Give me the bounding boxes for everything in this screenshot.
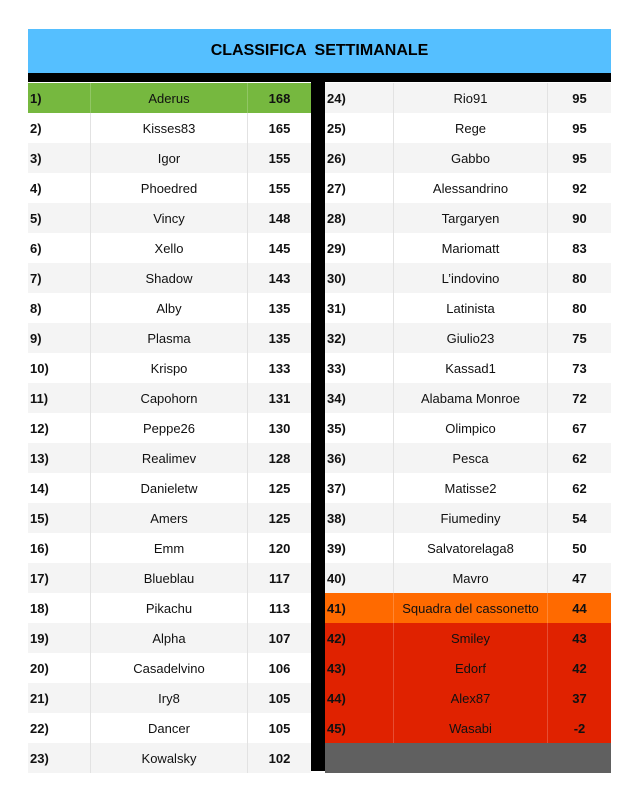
table-row <box>28 83 311 113</box>
team-rank: 43) <box>325 653 394 683</box>
table-row <box>325 233 611 263</box>
team-name: Shadow <box>91 263 248 293</box>
team-name: Kowalsky <box>91 743 248 773</box>
team-name: Alex87 <box>394 683 548 713</box>
table-row <box>28 473 311 503</box>
team-rank: 13) <box>28 443 91 473</box>
team-score: 37 <box>572 690 587 706</box>
team-name: Pikachu <box>91 593 248 623</box>
table-row <box>28 113 311 143</box>
team-name: Danieletw <box>91 473 248 503</box>
team-rank: 23) <box>28 743 91 773</box>
team-rank: 28) <box>325 203 394 233</box>
table-row <box>325 683 611 713</box>
team-name: Amers <box>91 503 248 533</box>
team-name: Alabama Monroe <box>394 383 548 413</box>
team-name: Blueblau <box>91 563 248 593</box>
team-score: 125 <box>268 510 291 526</box>
team-rank: 31) <box>325 293 394 323</box>
table-row <box>28 173 311 203</box>
team-score: 128 <box>268 450 291 466</box>
table-row <box>325 533 611 563</box>
table-row <box>325 383 611 413</box>
team-name: Pesca <box>394 443 548 473</box>
table-row <box>325 353 611 383</box>
team-name: Emm <box>91 533 248 563</box>
team-score: 44 <box>572 600 587 616</box>
team-score: 113 <box>269 600 290 616</box>
table-row <box>28 713 311 743</box>
team-rank: 10) <box>28 353 91 383</box>
table-row <box>325 293 611 323</box>
team-rank: 3) <box>28 143 91 173</box>
team-score: 155 <box>268 180 291 196</box>
table-row <box>28 623 311 653</box>
team-rank: 40) <box>325 563 394 593</box>
team-score: 73 <box>572 360 587 376</box>
empty-row <box>325 743 611 773</box>
table-row <box>28 383 311 413</box>
table-row <box>325 173 611 203</box>
team-name: Vincy <box>91 203 248 233</box>
team-score: -2 <box>573 720 586 736</box>
table-row <box>28 653 311 683</box>
team-score: 42 <box>572 660 587 676</box>
team-name: Matisse2 <box>394 473 548 503</box>
team-rank: 19) <box>28 623 91 653</box>
team-rank: 45) <box>325 713 394 743</box>
team-score: 131 <box>268 390 291 406</box>
header-divider <box>28 73 611 82</box>
team-name: Squadra del cassonetto <box>394 593 548 623</box>
team-rank: 34) <box>325 383 394 413</box>
team-score: 106 <box>268 660 291 676</box>
team-rank: 24) <box>325 83 394 113</box>
table-row <box>325 713 611 743</box>
team-rank: 33) <box>325 353 394 383</box>
team-rank: 20) <box>28 653 91 683</box>
team-rank: 14) <box>28 473 91 503</box>
team-name: Rio91 <box>394 83 548 113</box>
team-rank: 22) <box>28 713 91 743</box>
team-rank: 37) <box>325 473 394 503</box>
team-rank: 30) <box>325 263 394 293</box>
page-title: CLASSIFICA SETTIMANALE <box>28 29 611 73</box>
table-row <box>325 443 611 473</box>
team-name: Smiley <box>394 623 548 653</box>
team-score: 148 <box>268 210 291 226</box>
team-rank: 2) <box>28 113 91 143</box>
team-rank: 6) <box>28 233 91 263</box>
team-name: Olimpico <box>394 413 548 443</box>
team-rank: 29) <box>325 233 394 263</box>
team-rank: 36) <box>325 443 394 473</box>
team-score: 90 <box>572 210 587 226</box>
team-name: Rege <box>394 113 548 143</box>
table-row <box>28 683 311 713</box>
team-score: 80 <box>572 270 587 286</box>
team-name: Alpha <box>91 623 248 653</box>
table-row <box>325 203 611 233</box>
team-rank: 42) <box>325 623 394 653</box>
table-row <box>28 143 311 173</box>
table-row <box>28 323 311 353</box>
team-name: Alby <box>91 293 248 323</box>
team-score: 47 <box>572 570 587 586</box>
team-name: Capohorn <box>91 383 248 413</box>
team-name: Wasabi <box>394 713 548 743</box>
team-rank: 15) <box>28 503 91 533</box>
table-row <box>28 203 311 233</box>
team-rank: 5) <box>28 203 91 233</box>
team-name: Gabbo <box>394 143 548 173</box>
team-score: 54 <box>572 510 587 526</box>
team-score: 143 <box>268 270 291 286</box>
column-divider <box>311 82 325 771</box>
team-score: 95 <box>572 90 587 106</box>
team-name: Giulio23 <box>394 323 548 353</box>
table-row <box>325 83 611 113</box>
team-name: Peppe26 <box>91 413 248 443</box>
table-row <box>325 413 611 443</box>
team-score: 62 <box>572 480 587 496</box>
team-name: Salvatorelaga8 <box>394 533 548 563</box>
team-score: 95 <box>572 120 587 136</box>
team-score: 80 <box>572 300 587 316</box>
table-row <box>325 323 611 353</box>
team-name: Krispo <box>91 353 248 383</box>
team-name: Kassad1 <box>394 353 548 383</box>
team-rank: 11) <box>28 383 91 413</box>
team-score: 95 <box>572 150 587 166</box>
team-rank: 41) <box>325 593 394 623</box>
standings-table-right <box>325 83 611 773</box>
table-row <box>28 563 311 593</box>
team-score: 120 <box>268 540 291 556</box>
team-rank: 25) <box>325 113 394 143</box>
team-name: Dancer <box>91 713 248 743</box>
team-score: 43 <box>572 630 587 646</box>
team-rank: 38) <box>325 503 394 533</box>
table-row <box>28 503 311 533</box>
team-score: 67 <box>572 420 587 436</box>
team-rank: 18) <box>28 593 91 623</box>
table-row <box>325 593 611 623</box>
team-score: 92 <box>572 180 587 196</box>
team-score: 135 <box>268 300 291 316</box>
team-score: 50 <box>572 540 587 556</box>
team-name: Alessandrino <box>394 173 548 203</box>
team-score: 83 <box>572 240 587 256</box>
table-row <box>325 113 611 143</box>
team-score: 75 <box>572 330 587 346</box>
team-rank: 27) <box>325 173 394 203</box>
team-score: 117 <box>269 570 290 586</box>
team-score: 62 <box>572 450 587 466</box>
table-row <box>325 473 611 503</box>
team-rank: 4) <box>28 173 91 203</box>
team-rank: 21) <box>28 683 91 713</box>
table-row <box>325 563 611 593</box>
table-row <box>28 443 311 473</box>
table-row <box>325 623 611 653</box>
team-score: 130 <box>268 420 291 436</box>
team-score: 133 <box>268 360 291 376</box>
team-rank: 9) <box>28 323 91 353</box>
team-rank: 8) <box>28 293 91 323</box>
team-name: Edorf <box>394 653 548 683</box>
team-rank: 44) <box>325 683 394 713</box>
team-score: 102 <box>268 750 291 766</box>
team-score: 72 <box>572 390 587 406</box>
team-rank: 26) <box>325 143 394 173</box>
team-score: 155 <box>268 150 291 166</box>
team-name: Plasma <box>91 323 248 353</box>
standings-table-left <box>28 83 311 773</box>
table-row <box>28 533 311 563</box>
team-name: Xello <box>91 233 248 263</box>
team-name: Igor <box>91 143 248 173</box>
team-name: Latinista <box>394 293 548 323</box>
table-row <box>28 233 311 263</box>
team-score: 145 <box>268 240 291 256</box>
team-rank: 35) <box>325 413 394 443</box>
team-name: L’indovino <box>394 263 548 293</box>
team-rank: 16) <box>28 533 91 563</box>
team-rank: 32) <box>325 323 394 353</box>
team-score: 125 <box>268 480 291 496</box>
team-rank: 1) <box>28 83 91 113</box>
table-row <box>28 413 311 443</box>
table-row <box>325 653 611 683</box>
team-name: Phoedred <box>91 173 248 203</box>
team-score: 105 <box>268 690 291 706</box>
team-name: Kisses83 <box>91 113 248 143</box>
team-score: 105 <box>268 720 291 736</box>
table-row <box>325 503 611 533</box>
team-name: Aderus <box>91 83 248 113</box>
table-row <box>28 293 311 323</box>
team-name: Iry8 <box>91 683 248 713</box>
team-score: 135 <box>268 330 291 346</box>
table-row <box>28 353 311 383</box>
table-row <box>325 263 611 293</box>
team-rank: 7) <box>28 263 91 293</box>
team-rank: 12) <box>28 413 91 443</box>
team-score: 107 <box>268 630 291 646</box>
team-name: Mavro <box>394 563 548 593</box>
team-name: Fiumediny <box>394 503 548 533</box>
team-name: Mariomatt <box>394 233 548 263</box>
team-rank: 17) <box>28 563 91 593</box>
table-row <box>28 593 311 623</box>
team-rank: 39) <box>325 533 394 563</box>
table-row <box>325 143 611 173</box>
table-row <box>28 743 311 773</box>
team-score: 168 <box>268 90 291 106</box>
team-name: Realimev <box>91 443 248 473</box>
team-name: Casadelvino <box>91 653 248 683</box>
team-name: Targaryen <box>394 203 548 233</box>
team-score: 165 <box>268 120 291 136</box>
table-row <box>28 263 311 293</box>
